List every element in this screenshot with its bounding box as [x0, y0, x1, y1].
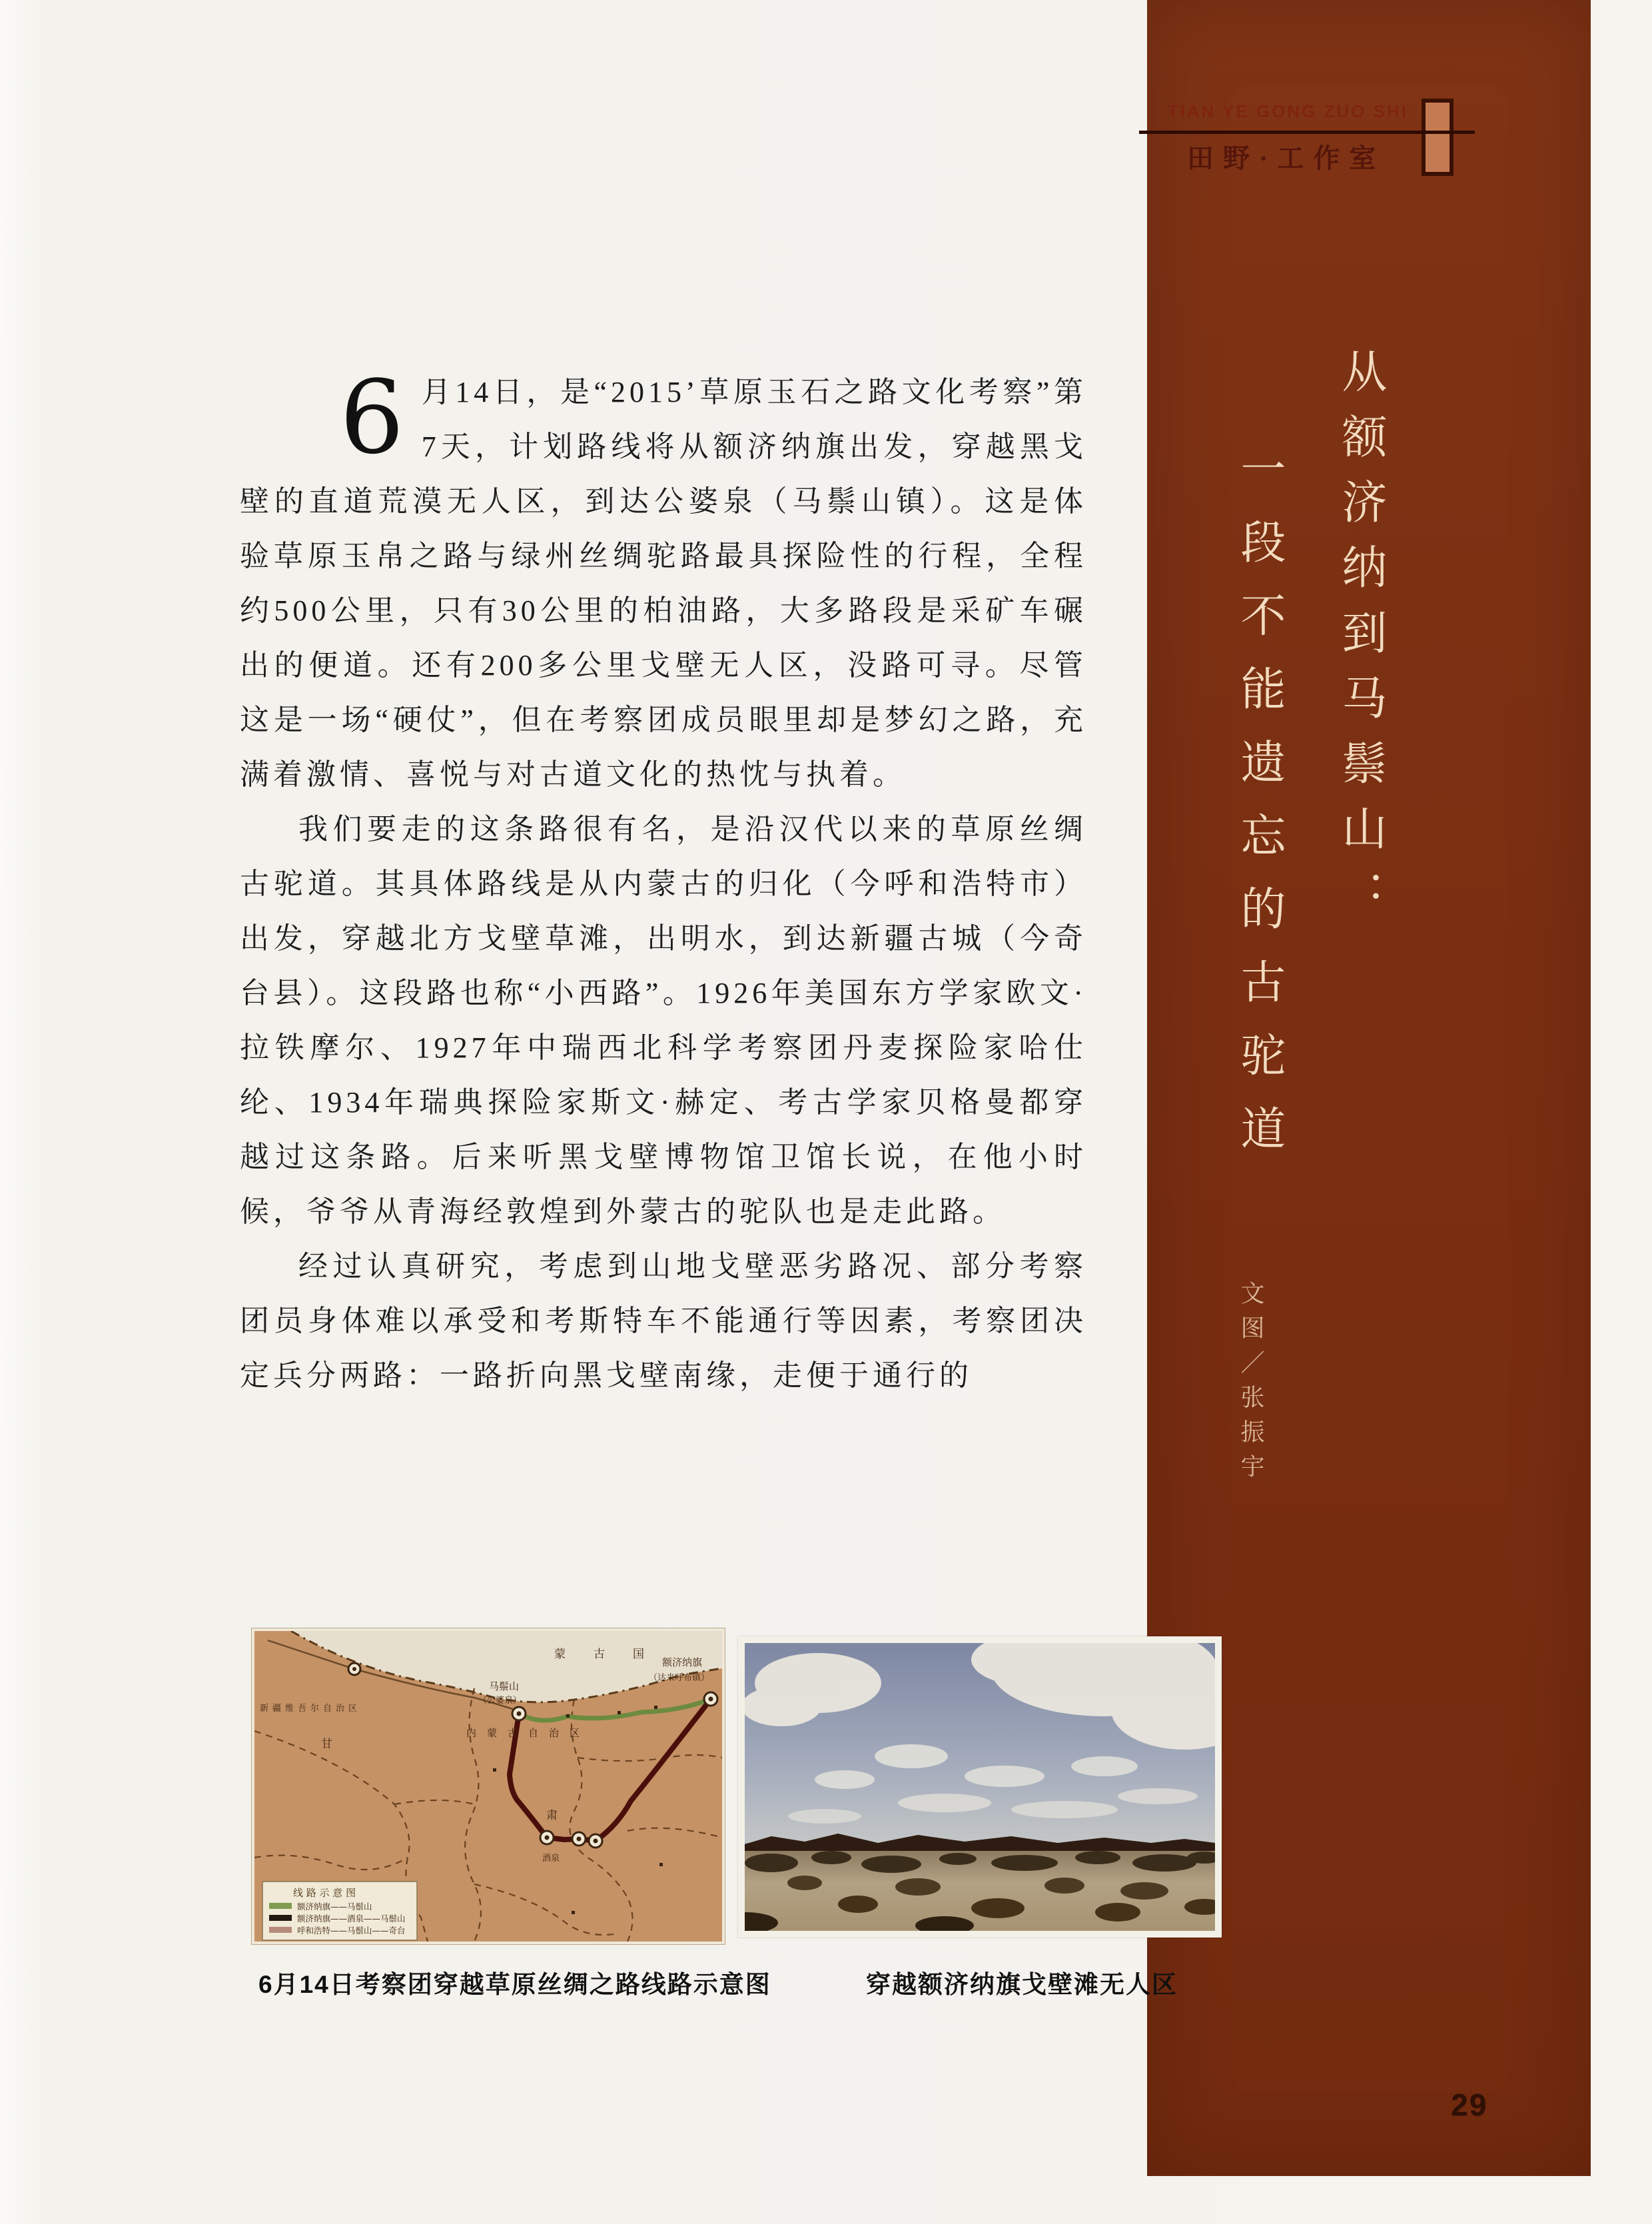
desert-photo-figure — [738, 1636, 1222, 1938]
marker-ejina — [704, 1692, 717, 1706]
map-legend — [262, 1882, 417, 1940]
map-label-xinjiang: 新疆维吾尔自治区 — [260, 1704, 362, 1714]
header-rule — [1139, 131, 1475, 134]
article-title-line2: 一段不能遗忘的古驼道 — [1233, 445, 1286, 1178]
marker-south-3 — [589, 1834, 602, 1848]
paragraph-2: 我们要走的这条路很有名，是沿汉代以来的草原丝绸古驼道。其具体路线是从内蒙古的归化（今呼和浩特市）出发，穿越北方戈壁草滩，出明水，到达新疆古城（今奇台县）。这段路也称“小西路”。1926年美国东方学家欧文·拉铁摩尔、1927年中瑞西北科学考察团丹麦探险家哈仕纶、1934年瑞典探险家斯文·赫定、考古学家贝格曼都穿越过这条路。后来听黑戈壁博物馆卫馆长说，在他小时候，爷爷从青海经敦煌到外蒙古的驼队也是走此路。 — [240, 813, 1087, 1228]
legend-swatch-black — [269, 1915, 292, 1921]
legend-swatch-gray — [269, 1927, 292, 1933]
paragraph-1-text: 月14日，是“2015’草原玉石之路文化考察”第7天，计划路线将从额济纳旗出发，穿越黑戈壁的直道荒漠无人区，到达公婆泉（马鬃山镇）。这是体验草原玉帛之路与绿州丝绸驼路最具探险性的行程，全程约500公里，只有30公里的柏油路，大多路段是采矿车碾出的便道。还有200多公里戈壁无人区，没路可寻。尽管这是一场“硬仗”，但在考察团成员眼里却是梦幻之路，充满着激情、喜悦与对古道文化的热忱与执着。 — [240, 376, 1087, 791]
section-tab-marker — [1422, 99, 1453, 176]
paragraph-1 — [240, 358, 1087, 802]
legend-label-green: 额济纳旗——马鬃山 — [297, 1902, 372, 1912]
marker-south-2 — [572, 1832, 586, 1846]
header-eyebrow: TIAN YE GONG ZUO SHI — [1167, 101, 1408, 121]
marker-road-town — [348, 1663, 360, 1675]
marker-south-1 — [540, 1831, 554, 1844]
drop-cap: 6 — [340, 358, 404, 476]
article-title-line1: 从额济纳到马鬃山： — [1334, 348, 1387, 935]
section-title: 田野·工作室 — [1187, 143, 1386, 173]
map-legend-title: 线 路 示 意 图 — [293, 1887, 356, 1899]
desert-photo-svg — [745, 1643, 1215, 1931]
legend-swatch-green — [269, 1903, 292, 1909]
article-byline: 文图／张振宇 — [1237, 1281, 1264, 1488]
route-map-figure — [252, 1628, 725, 1944]
marker-mazongshan — [512, 1707, 526, 1720]
map-label-jiuquan: 酒泉 — [542, 1854, 560, 1864]
map-label-mazongshan-sub: （公婆泉） — [478, 1696, 522, 1706]
map-label-mongolia: 蒙古国 — [554, 1648, 672, 1661]
map-label-su: 肃 — [546, 1809, 558, 1822]
map-label-ejina-sub: （达来呼布镇） — [649, 1673, 710, 1683]
map-label-gan: 甘 — [321, 1738, 332, 1751]
map-label-mazongshan: 马鬃山 — [489, 1680, 520, 1692]
legend-label-black: 额济纳旗——酒泉——马鬃山 — [297, 1914, 406, 1924]
paragraph-3: 经过认真研究，考虑到山地戈壁恶劣路况、部分考察团员身体难以承受和考斯特车不能通行等因素，考察团决定兵分两路：一路折向黑戈壁南缘，走便于通行的 — [240, 1250, 1087, 1392]
route-map-svg — [254, 1631, 722, 1942]
map-label-neimenggu: 内蒙古自治区 — [466, 1727, 591, 1739]
article-body — [240, 358, 1087, 1403]
photo-caption: 穿越额济纳旗戈壁滩无人区 — [866, 1971, 1178, 1998]
legend-label-gray: 呼和浩特——马鬃山——奇台 — [297, 1926, 406, 1936]
map-caption: 6月14日考察团穿越草原丝绸之路线路示意图 — [258, 1971, 771, 1998]
page-number: 29 — [1451, 2087, 1488, 2122]
map-label-ejina: 额济纳旗 — [662, 1656, 703, 1668]
